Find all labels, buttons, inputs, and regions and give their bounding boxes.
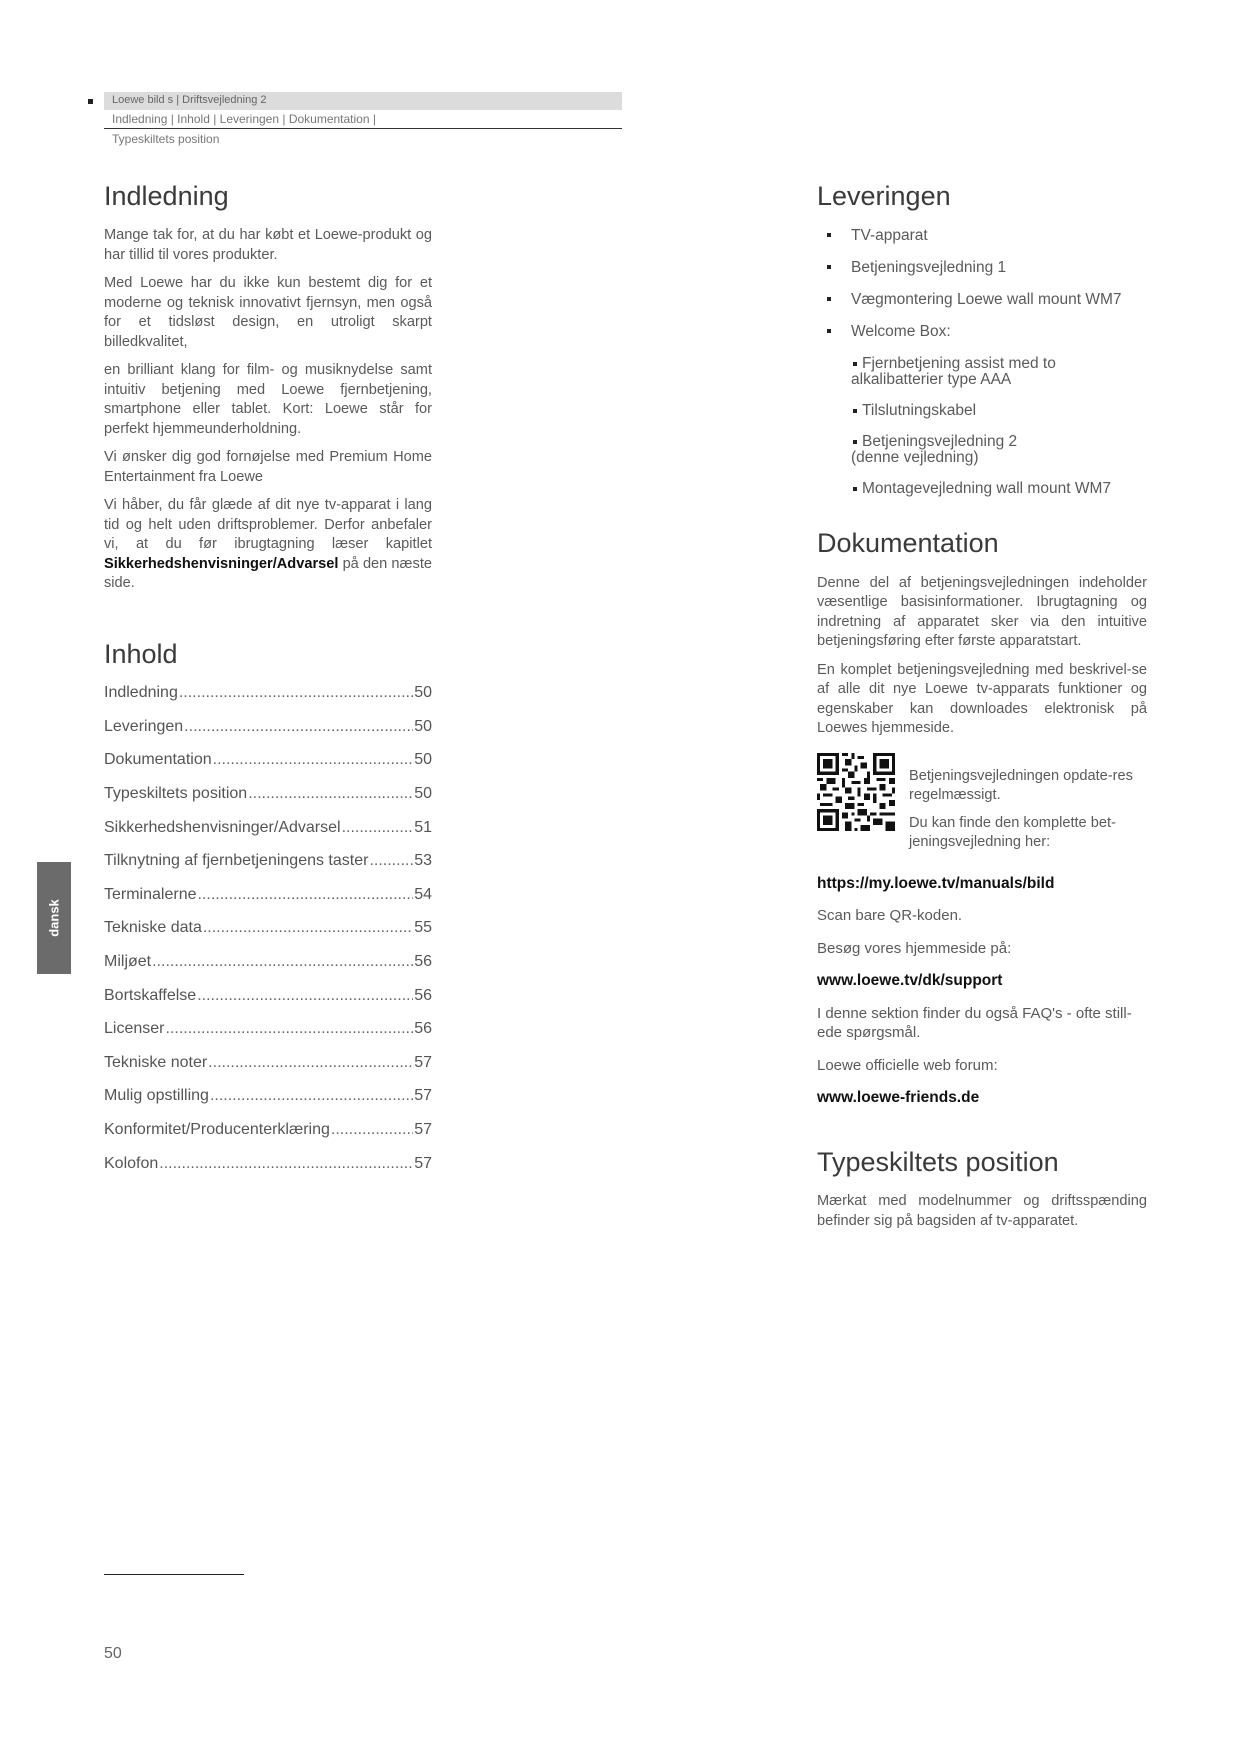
toc-item-label: Sikkerhedshenvisninger/Advarsel	[104, 818, 341, 836]
delivery-item	[817, 322, 1147, 497]
visit-note: Besøg vores hjemmeside på:	[817, 939, 1012, 957]
toc-item[interactable]	[104, 684, 432, 718]
qr-row	[817, 753, 1147, 861]
welcome-box-item-line2: (denne vejledning)	[851, 449, 979, 467]
intro-title: Indledning	[104, 181, 229, 211]
welcome-box-item-line1: Montagevejledning wall mount WM7	[862, 480, 1111, 498]
welcome-box-item	[817, 356, 1147, 388]
delivery-item-label: Welcome Box:	[851, 323, 951, 341]
toc-item-label: Konformitet/Producenterklæring	[104, 1121, 330, 1138]
toc-item-label: Licenser	[104, 1020, 165, 1038]
header-breadcrumb-current: Typeskiltets position	[112, 132, 220, 146]
toc-leader-dots	[179, 684, 413, 702]
toc-item[interactable]	[104, 987, 432, 1021]
intro-section	[104, 180, 432, 594]
toc-item-page: 50	[414, 717, 432, 735]
header-bullet	[88, 99, 93, 104]
forum-note: Loewe officielle web forum:	[817, 1056, 998, 1074]
toc-item-page: 57	[414, 1053, 432, 1071]
toc-title: Inhold	[104, 638, 178, 669]
toc-leader-dots	[203, 919, 413, 937]
toc-item-label: Bortskaffelse	[104, 986, 197, 1004]
toc-item-label: Typeskiltets position	[104, 785, 248, 803]
toc-item-label: Indledning	[104, 684, 178, 702]
qr-description	[909, 753, 1147, 861]
toc-item-label: Kolofon	[104, 1154, 159, 1172]
welcome-box-list	[817, 356, 1147, 497]
toc-item[interactable]	[104, 1121, 432, 1155]
delivery-title: Leveringen	[817, 181, 951, 211]
qr-update-note: Betjeningsvejledningen opdate-res regelmæssigt.	[909, 767, 1133, 804]
toc-leader-dots	[159, 1155, 413, 1173]
toc-item[interactable]	[104, 852, 432, 886]
toc-item-label: Mulig opstilling	[104, 1087, 209, 1105]
table-of-contents	[104, 638, 432, 1188]
toc-item-label: Tekniske noter	[104, 1053, 208, 1071]
delivery-section	[817, 180, 1147, 497]
toc-item-page: 50	[414, 684, 432, 702]
delivery-item: TV-apparat	[817, 226, 1147, 245]
delivery-item: Betjeningsvejledning 1	[817, 258, 1147, 277]
documentation-paragraph: En komplet betjeningsvejledning med beskrivel-se af alle dit nye Loewe tv-apparats funktioner og egenskaber kan downloades elektronisk på Loewes hjemmeside.	[817, 661, 1147, 737]
toc-leader-dots	[369, 852, 413, 870]
welcome-box-item	[817, 434, 1147, 466]
right-column	[817, 180, 1147, 1231]
welcome-box-item	[817, 481, 1147, 497]
toc-item-page: 56	[414, 1020, 432, 1038]
typeplate-paragraph: Mærkat med modelnummer og driftsspænding befinder sig på bagsiden af tv-apparatet.	[817, 1193, 1147, 1229]
language-tab-label: dansk	[46, 899, 62, 937]
toc-item[interactable]	[104, 785, 432, 819]
toc-item-label: Terminalerne	[104, 885, 197, 903]
toc-item[interactable]	[104, 718, 432, 752]
toc-item-page: 51	[414, 818, 432, 836]
header-breadcrumb-sections: Indledning | Inhold | Leveringen | Dokumentation |	[112, 112, 376, 126]
toc-leader-dots	[152, 953, 413, 971]
toc-item[interactable]	[104, 953, 432, 987]
toc-item-label: Tilknytning af fjernbetjeningens taster	[104, 852, 369, 870]
language-tab	[37, 862, 71, 974]
toc-item-page: 50	[414, 751, 432, 769]
toc-leader-dots	[248, 785, 413, 803]
toc-item[interactable]	[104, 886, 432, 920]
toc-item[interactable]	[104, 1087, 432, 1121]
toc-item[interactable]	[104, 919, 432, 953]
manuals-link[interactable]: https://my.loewe.tv/manuals/bild	[817, 874, 1055, 892]
toc-item-page: 53	[414, 852, 432, 870]
toc-item-page: 57	[414, 1121, 432, 1138]
toc-item[interactable]	[104, 1155, 432, 1189]
toc-leader-dots	[165, 1020, 413, 1038]
documentation-paragraph: Denne del af betjeningsvejledningen indeholder væsentlige basisinformationer. Ibrugtagning og indretning af apparatet sker via den intuitive betjeningsføring efter første apparatstart.	[817, 574, 1147, 650]
intro-paragraph: Med Loewe har du ikke kun bestemt dig for et moderne og teknisk innovativt fjernsyn, men også for et tidsløst design, en utroligt skarpt billedkvalitet,	[104, 275, 432, 350]
toc-item-label: Dokumentation	[104, 751, 212, 769]
toc-list	[104, 684, 432, 1188]
toc-item-page: 57	[414, 1087, 432, 1105]
typeplate-title: Typeskiltets position	[817, 1146, 1059, 1177]
support-link[interactable]: www.loewe.tv/dk/support	[817, 972, 1003, 990]
toc-item-page: 57	[414, 1154, 432, 1172]
typeplate-section	[817, 1146, 1147, 1231]
welcome-box-item-line1: Fjernbetjening assist med to	[862, 355, 1056, 373]
toc-leader-dots	[197, 987, 413, 1005]
qr-code-icon[interactable]	[817, 753, 895, 831]
header-breadcrumb-title: Loewe bild s | Driftsvejledning 2	[112, 94, 267, 106]
intro-text: Vi håber, du får glæde af dit nye tv-apparat i lang tid og helt uden driftsproblemer. Derfor anbefaler vi, at du før ibrugtagning læser kapitlet	[104, 497, 432, 553]
page-number: 50	[104, 1645, 122, 1662]
toc-leader-dots	[342, 819, 414, 837]
toc-item-page: 55	[414, 919, 432, 937]
left-column	[104, 180, 432, 1188]
intro-text: på den næste side.	[104, 555, 432, 592]
header-rule	[104, 128, 622, 129]
toc-item[interactable]	[104, 819, 432, 853]
documentation-title: Dokumentation	[817, 528, 999, 559]
delivery-list	[817, 226, 1147, 497]
welcome-box-item-line2: alkalibatterier type AAA	[851, 371, 1012, 389]
welcome-box-item	[817, 403, 1147, 419]
toc-item[interactable]	[104, 1020, 432, 1054]
toc-item-page: 56	[414, 986, 432, 1004]
toc-item-label: Tekniske data	[104, 919, 202, 937]
toc-item-page: 54	[414, 885, 432, 903]
welcome-box-item-line1: Betjeningsvejledning 2	[862, 433, 1018, 451]
intro-paragraph	[104, 496, 432, 594]
safety-chapter-reference: Sikkerhedshenvisninger/Advarsel	[104, 555, 339, 572]
documentation-section	[817, 527, 1147, 1107]
toc-item-page: 56	[414, 953, 432, 971]
toc-leader-dots	[210, 1087, 413, 1105]
toc-item-page: 50	[414, 785, 432, 803]
toc-item-label: Miljøet	[104, 953, 152, 971]
faq-note: I denne sektion finder du også FAQ's - ofte still-ede spørgsmål.	[817, 1004, 1132, 1042]
delivery-item: Vægmontering Loewe wall mount WM7	[817, 290, 1147, 309]
toc-leader-dots	[184, 718, 413, 736]
toc-item[interactable]	[104, 1054, 432, 1088]
toc-leader-dots	[197, 886, 413, 904]
forum-link[interactable]: www.loewe-friends.de	[817, 1089, 980, 1107]
toc-leader-dots	[213, 751, 414, 769]
welcome-box-item-line1: Tilslutningskabel	[862, 402, 977, 420]
intro-paragraph: Vi ønsker dig god fornøjelse med Premium Home Entertainment fra Loewe	[104, 449, 432, 485]
toc-item[interactable]	[104, 751, 432, 785]
intro-paragraph: Mange tak for, at du har købt et Loewe-produkt og har tillid til vores produkter.	[104, 227, 432, 263]
footnote-rule	[104, 1574, 244, 1575]
toc-item-label: Leveringen	[104, 717, 184, 735]
intro-paragraph: en brilliant klang for film- og musiknydelse samt intuitiv betjening med Loewe fjernbetjening, smartphone eller tablet. Kort: Loewe står for perfekt hjemmeunderholdning.	[104, 362, 432, 437]
toc-leader-dots	[208, 1054, 413, 1072]
toc-leader-dots	[331, 1121, 413, 1139]
scan-note: Scan bare QR-koden.	[817, 907, 963, 925]
qr-find-note: Du kan finde den komplette bet-jeningsvejledning her:	[909, 814, 1116, 851]
